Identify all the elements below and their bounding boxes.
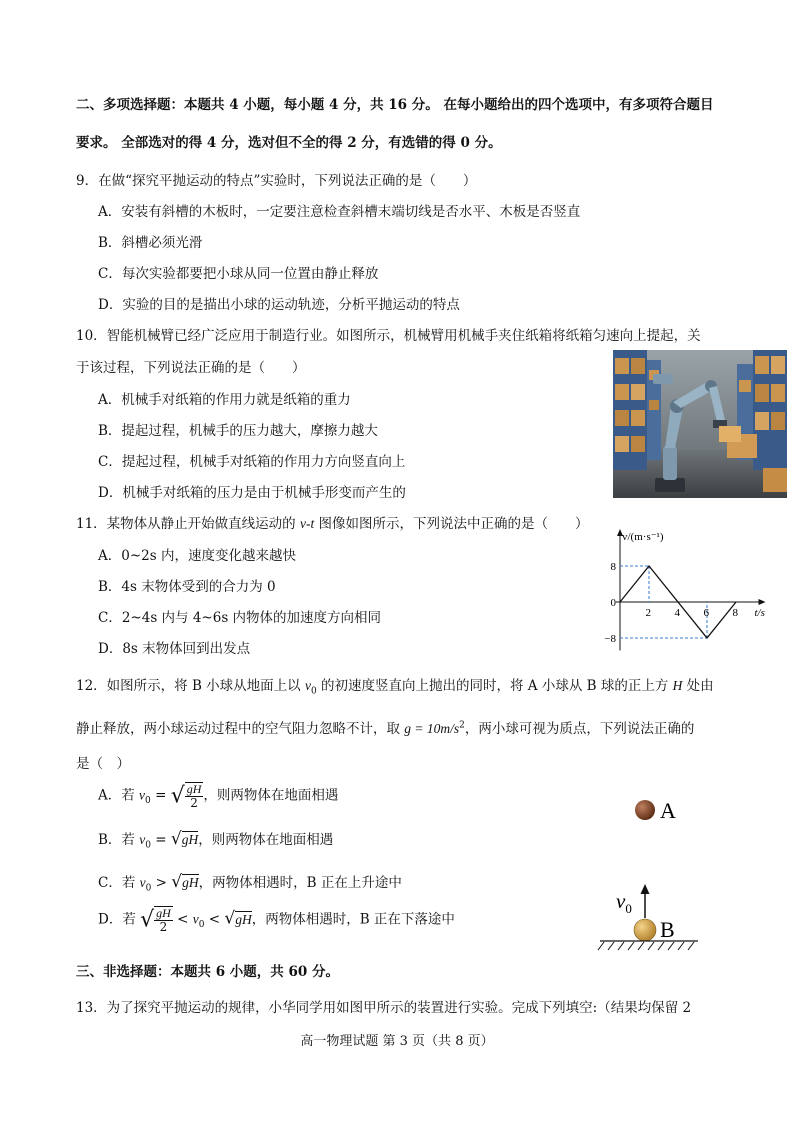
q10-stem-line2: 于该过程，下列说法正确的是（ ）: [76, 360, 306, 376]
q12-line2: [76, 717, 694, 737]
q12-option-a: [98, 782, 338, 810]
q12-opt-d-lt1: <: [172, 911, 193, 928]
ball-b: [634, 919, 656, 941]
q12-opt-c-v: v: [139, 875, 146, 890]
sqrt-sign-icon: √: [224, 908, 236, 929]
q12-option-d: [98, 906, 455, 934]
q12-opt-b-v: v: [139, 832, 146, 847]
q12-line2-b: ，两小球可视为质点，下列说法正确的: [464, 721, 695, 737]
ball-a-label: A: [660, 798, 676, 823]
q12-opt-c-gh: gH: [182, 875, 199, 890]
sqrt-sign-icon: √: [170, 783, 185, 809]
ground-hatching: [598, 942, 694, 950]
v0-label: [616, 889, 632, 916]
q12-opt-c-text: ，两物体相遇时，B 正在上升途中: [198, 875, 402, 891]
q12-line1-c: 处由: [682, 678, 714, 694]
q12-opt-a-sqrt: [171, 782, 204, 810]
q12-v0-sub: 0: [310, 686, 317, 697]
section2-heading-line2: 要求。 全部选对的得 4 分，选对但不全的得 2 分，有选错的得 0 分。: [76, 135, 502, 151]
q10-option-d: D．机械手对纸箱的压力是由于机械手形变而产生的: [98, 485, 406, 501]
q12-opt-b-label: B．若: [98, 832, 140, 848]
q9-stem: 9．在做“探究平抛运动的特点”实验时，下列说法正确的是（ ）: [76, 173, 477, 189]
vt-x-tick-label: 2: [645, 607, 651, 619]
section3-heading: 三、非选择题：本题共 6 小题，共 60 分。: [76, 964, 339, 980]
q13-stem: 13．为了探究平抛运动的规律，小华同学用如图甲所示的装置进行实验。完成下列填空:（结果均保留 2: [76, 1000, 692, 1016]
sqrt-sign-icon: √: [171, 872, 183, 892]
q12-opt-c-gt: >: [151, 875, 172, 891]
q12-line3: 是（ ）: [76, 756, 130, 772]
q9-option-b: B．斜槽必须光滑: [98, 235, 203, 251]
q11-option-b: B．4s 末物体受到的合力为 0: [98, 579, 276, 595]
q10-option-c: C．提起过程，机械手对纸箱的作用力方向竖直向上: [98, 454, 406, 470]
q12-v0: v: [304, 678, 311, 693]
q12-opt-b-text: ，则两物体在地面相遇: [198, 832, 334, 848]
page-footer: 高一物理试题 第 3 页（共 8 页）: [300, 1034, 494, 1049]
q12-opt-d-v-sub: 0: [198, 920, 205, 931]
q12-opt-d-v: v: [192, 911, 199, 927]
q12-opt-d-label: D．若: [98, 911, 141, 928]
q12-opt-d-frac: [154, 906, 173, 934]
q12-line1: [76, 674, 714, 697]
vt-y-tick-label: 8: [610, 561, 616, 573]
q12-opt-a-label: A．若: [98, 787, 140, 804]
q9-option-d: D．实验的目的是描出小球的运动轨迹，分析平抛运动的特点: [98, 297, 460, 313]
q9-option-c: C．每次实验都要把小球从同一位置由静止释放: [98, 266, 379, 282]
q11-option-a: A．0~2s 内，速度变化越来越快: [98, 548, 296, 564]
vt-x-tick-label: 4: [674, 607, 680, 619]
balls-diagram: [596, 790, 706, 958]
q12-opt-b-v-sub: 0: [145, 840, 151, 851]
vt-y-tick-label: −8: [604, 633, 616, 645]
vt-y-axis-label: v/(m·s⁻¹): [622, 531, 664, 543]
sqrt-sign-icon: √: [170, 829, 182, 849]
q10-option-b: B．提起过程，机械手的压力越大，摩擦力越大: [98, 423, 378, 439]
vt-axes: [616, 529, 766, 651]
q11-option-c: C．2~4s 内与 4~6s 内物体的加速度方向相同: [98, 610, 382, 626]
q11-stem-vt: v-t: [299, 516, 315, 531]
v0-label-sub: 0: [625, 901, 632, 916]
vt-y-ticks: [604, 561, 616, 645]
q10-stem-line1: 10．智能机械臂已经广泛应用于制造行业。如图所示，机械臂用机械手夹住纸箱将纸箱匀速向上提起，关: [76, 328, 701, 344]
q12-opt-d-den: 2: [159, 920, 168, 934]
vt-x-axis-arrow-icon: [759, 599, 766, 605]
q12-opt-d-lt2: <: [204, 911, 225, 928]
vt-x-tick-label: 6: [703, 607, 709, 619]
vt-x-axis-label: t/s: [754, 607, 765, 619]
q12-opt-a-den: 2: [190, 796, 198, 810]
q12-line1-a: 12．如图所示，将 B 小球从地面上以: [76, 678, 305, 694]
q12-opt-d-sqrt: [140, 906, 173, 934]
q12-opt-d-gh: gH: [235, 911, 252, 927]
vt-chart: [598, 522, 770, 662]
q12-opt-c-label: C．若: [98, 875, 140, 891]
q12-opt-d-text: ，两物体相遇时，B 正在下落途中: [251, 911, 455, 928]
q12-g-sup: 2: [459, 720, 465, 731]
q11-stem-a: 11．某物体从静止开始做直线运动的: [76, 516, 300, 532]
q12-option-b: [98, 828, 333, 851]
v0-label-v: v: [616, 889, 626, 913]
q12-opt-a-eq: =: [150, 787, 171, 804]
ball-a: [635, 800, 655, 820]
vt-y-tick-label: 0: [610, 597, 616, 609]
q12-opt-a-num: gH: [186, 782, 202, 796]
ball-b-label: B: [660, 917, 675, 942]
sqrt-sign-icon: √: [140, 907, 155, 933]
q12-H: H: [672, 678, 683, 693]
vt-x-tick-label: 8: [732, 607, 738, 619]
q12-opt-a-frac: [185, 782, 204, 810]
q11-stem-b: 图像如图所示，下列说法中正确的是（ ）: [314, 516, 589, 532]
q12-line1-b: 的初速度竖直向上抛出的同时，将 A 小球从 B 球的正上方: [316, 678, 673, 694]
q12-opt-b-gh: gH: [181, 832, 199, 847]
q11-option-d: D．8s 末物体回到出发点: [98, 641, 251, 657]
q9-option-a: A．安装有斜槽的木板时，一定要注意检查斜槽末端切线是否水平、木板是否竖直: [98, 204, 581, 220]
velocity-arrow-icon: [641, 884, 650, 894]
q12-opt-b-eq: =: [150, 832, 171, 848]
q10-option-a: A．机械手对纸箱的作用力就是纸箱的重力: [98, 392, 351, 408]
robot-arm-illustration: [613, 350, 787, 498]
q12-option-c: [98, 871, 402, 894]
q12-line2-a: 静止释放，两小球运动过程中的空气阻力忽略不计，取: [76, 721, 405, 737]
q12-opt-a-v-sub: 0: [145, 796, 151, 807]
q12-opt-c-v-sub: 0: [145, 883, 152, 894]
section2-heading-line1: 二、多项选择题：本题共 4 小题，每小题 4 分，共 16 分。 在每小题给出的四个选项中，有多项符合题目: [76, 97, 714, 113]
q11-stem: [76, 512, 589, 532]
q12-g-expr: g = 10m/s: [404, 721, 460, 736]
robot-arm-photo: [613, 350, 787, 498]
q12-opt-a-v: v: [139, 787, 146, 803]
q12-opt-a-text: ，则两物体在地面相遇: [203, 787, 339, 804]
q12-opt-d-num: gH: [156, 906, 171, 920]
